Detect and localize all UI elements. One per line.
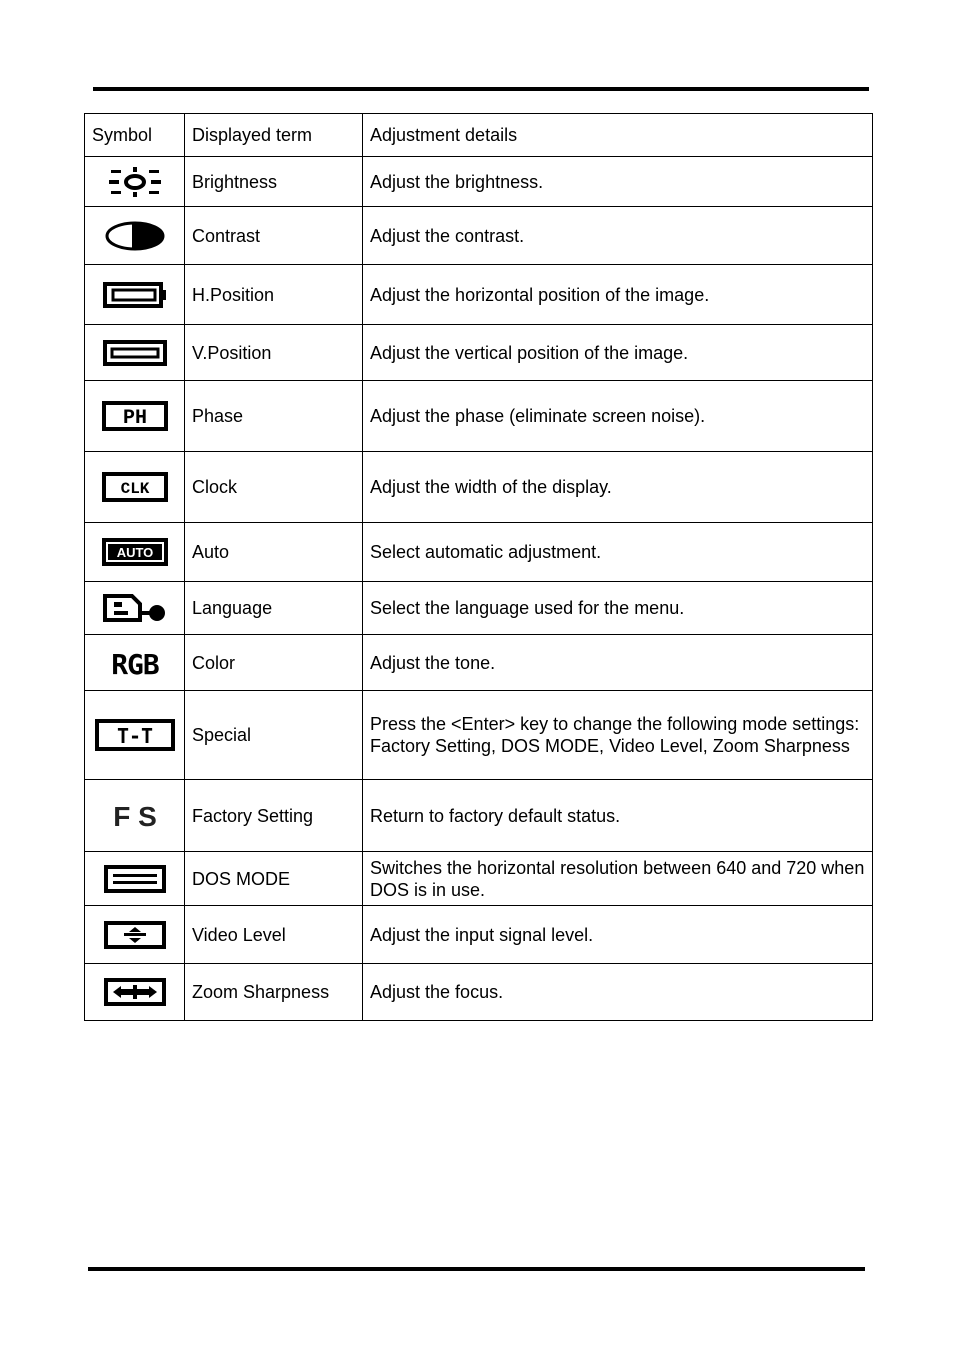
color-icon-text: RGB — [110, 647, 159, 678]
table-row — [85, 906, 873, 964]
table-row — [85, 325, 873, 381]
symbol-cell — [85, 452, 185, 523]
details-cell: Adjust the vertical position of the image. — [363, 325, 873, 381]
osd-menu-table — [84, 113, 873, 1021]
clock-icon-text: CLK — [120, 480, 149, 498]
symbol-cell — [85, 780, 185, 852]
term-cell: Factory Setting — [185, 780, 363, 852]
term-cell: Video Level — [185, 906, 363, 964]
header-symbol: Symbol — [85, 114, 185, 157]
table-row — [85, 635, 873, 691]
term-cell: H.Position — [185, 265, 363, 325]
zoom-sharpness-icon — [104, 978, 166, 1006]
contrast-icon — [105, 221, 165, 251]
phase-icon — [102, 401, 168, 431]
factory-setting-icon — [98, 801, 172, 831]
details-cell: Adjust the contrast. — [363, 207, 873, 265]
phase-icon-text: PH — [122, 407, 147, 430]
details-cell: Adjust the horizontal position of the image. — [363, 265, 873, 325]
symbol-cell — [85, 582, 185, 635]
term-cell: Contrast — [185, 207, 363, 265]
symbol-cell — [85, 906, 185, 964]
term-cell: Language — [185, 582, 363, 635]
table-row — [85, 381, 873, 452]
symbol-cell — [85, 207, 185, 265]
table-row — [85, 780, 873, 852]
table-header-row — [85, 114, 873, 157]
term-cell: DOS MODE — [185, 852, 363, 906]
dos-mode-icon — [104, 865, 166, 893]
details-cell: Switches the horizontal resolution between 640 and 720 when DOS is in use. — [363, 852, 873, 906]
symbol-cell — [85, 325, 185, 381]
details-cell: Select the language used for the menu. — [363, 582, 873, 635]
table-row — [85, 452, 873, 523]
color-icon — [98, 648, 172, 678]
special-icon — [95, 719, 175, 751]
details-cell: Adjust the brightness. — [363, 157, 873, 207]
footer-rule — [88, 1267, 865, 1271]
factory-setting-icon-text: F S — [112, 800, 157, 831]
symbol-cell — [85, 381, 185, 452]
symbol-cell — [85, 852, 185, 906]
table-row — [85, 964, 873, 1021]
clock-icon — [102, 472, 168, 502]
symbol-cell — [85, 691, 185, 780]
header-displayed-term: Displayed term — [185, 114, 363, 157]
table-row — [85, 691, 873, 780]
header-rule — [93, 87, 869, 91]
table-row — [85, 207, 873, 265]
brightness-icon — [107, 167, 163, 197]
h-position-icon — [103, 282, 167, 308]
term-cell: Color — [185, 635, 363, 691]
symbol-cell — [85, 265, 185, 325]
table-row — [85, 852, 873, 906]
term-cell: V.Position — [185, 325, 363, 381]
v-position-icon — [103, 340, 167, 366]
language-icon — [102, 593, 168, 623]
term-cell: Clock — [185, 452, 363, 523]
term-cell: Phase — [185, 381, 363, 452]
term-cell: Special — [185, 691, 363, 780]
symbol-cell — [85, 635, 185, 691]
table-row — [85, 523, 873, 582]
auto-icon — [102, 538, 168, 566]
details-line: Factory Setting, DOS MODE, Video Level, Zoom Sharpness — [370, 736, 850, 756]
term-cell: Zoom Sharpness — [185, 964, 363, 1021]
symbol-cell — [85, 523, 185, 582]
special-icon-text: T-T — [116, 724, 153, 748]
term-cell: Brightness — [185, 157, 363, 207]
details-cell — [363, 691, 873, 780]
details-cell: Select automatic adjustment. — [363, 523, 873, 582]
auto-icon-text: AUTO — [116, 545, 153, 560]
video-level-icon — [104, 921, 166, 949]
symbol-cell — [85, 964, 185, 1021]
term-cell: Auto — [185, 523, 363, 582]
details-cell: Adjust the tone. — [363, 635, 873, 691]
details-cell: Adjust the width of the display. — [363, 452, 873, 523]
details-cell: Adjust the focus. — [363, 964, 873, 1021]
details-cell: Adjust the input signal level. — [363, 906, 873, 964]
table-row — [85, 582, 873, 635]
details-cell: Return to factory default status. — [363, 780, 873, 852]
table-row — [85, 265, 873, 325]
symbol-cell — [85, 157, 185, 207]
details-cell: Adjust the phase (eliminate screen noise). — [363, 381, 873, 452]
table-row — [85, 157, 873, 207]
header-adjustment-details: Adjustment details — [363, 114, 873, 157]
details-line: Press the <Enter> key to change the following mode settings: — [370, 714, 860, 734]
